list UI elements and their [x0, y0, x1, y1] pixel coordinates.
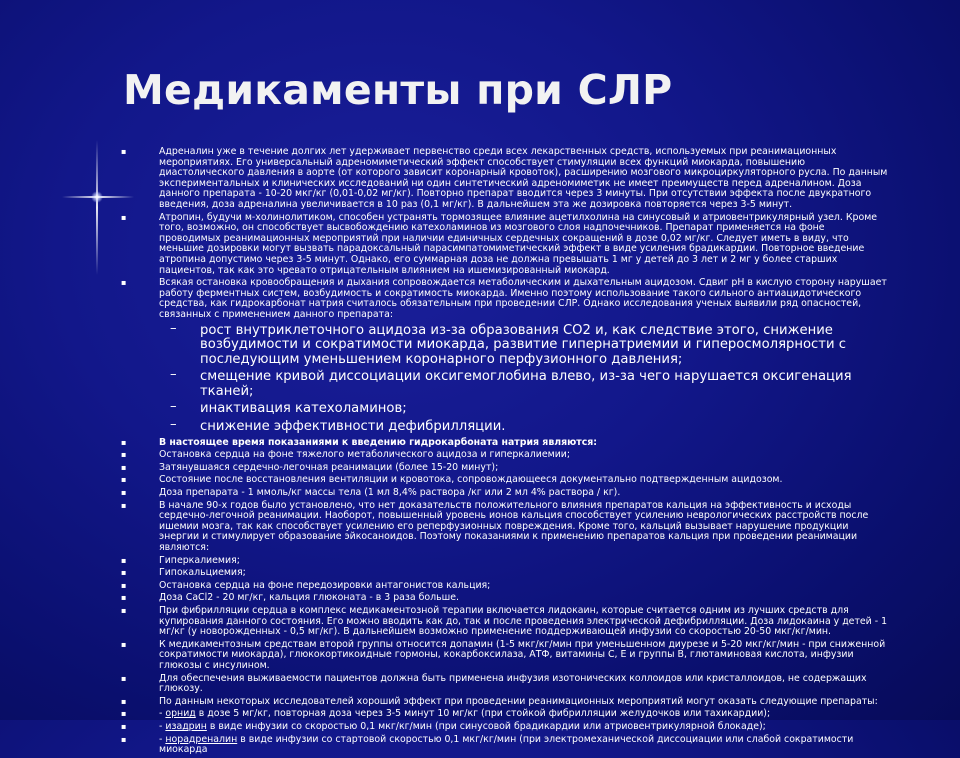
slide-content — [118, 147, 888, 758]
drug-link-ornid[interactable]: орнид — [165, 708, 196, 720]
bullet-icon: ▪ — [121, 696, 127, 706]
bullet-icon: ▪ — [121, 488, 127, 498]
dash-icon: – — [170, 399, 177, 415]
dash-icon: – — [170, 417, 177, 433]
bullet-icon: ▪ — [121, 212, 127, 222]
drug-line-noradrenaline: ▪ - норадреналин в виде инфузии со стартовой скоростью 0,1 мкг/кг/мин (при электромеханической диссоциации или слабой сократимости миокарда — [121, 733, 854, 756]
bullet-icon: ▪ — [121, 450, 127, 460]
list-item: ▪ Остановка сердца на фоне тяжелого метаболического ацидоза и гиперкалиемии; — [121, 449, 571, 461]
list-item: ▪ Доза препарата - 1 ммоль/кг массы тела (1 мл 8,4% раствора /кг или 2 мл 4% раствора / кг). — [121, 487, 621, 499]
list-item: ▪ Гипокальциемия; — [121, 567, 246, 579]
bullet-second-group: ▪ К медикаментозным средствам второй группы относится допамин (1-5 мкг/кг/мин при уменьшенном диурезе и 5-20 мкг/кг/мин - при сниженной сократимости миокарда), глюкокортикоидные гормоны, кокарбоксилаза, АТФ, витамины С, Е и группы В, глютаминовая кислота, инфузии глюкозы с инсулином. — [121, 638, 886, 671]
bullet-icon: ▪ — [121, 147, 127, 156]
bullet-icon: ▪ — [121, 673, 127, 683]
bullet-icon: ▪ — [121, 709, 127, 719]
list-item: ▪ Доза CaCl2 - 20 мг/кг, кальция глюконата - в 3 раза больше. — [121, 592, 459, 604]
sub-item: – смещение кривой диссоциации оксигемоглобина влево, из-за чего нарушается оксигенация тканей; — [170, 367, 852, 399]
bullet-atropine: ▪ Атропин, будучи м-холинолитиком, способен устранять тормозящее влияние ацетилхолина на синусовый и атриовентрикулярный узел. Кроме того, возможно, он способствует высвобождению катехоламинов из мозгового слоя надпочечников. Препарат применяется на фоне проводимых реанимационных мероприятий при наличии единичных сердечных сокращений в дозе 0,02 мг/кг. Следует иметь в виду, что меньшие дозировки могут вызвать парадоксальный парасимпатомиметический эффект в виде усиления брадикардии. Повторное введение атропина допустимо через 3-5 минут. Однако, его суммарная доза не должна превышать 1 мг у детей до 3 лет и 2 мг у более старших пациентов, так как это чревато отрицательным влиянием на ишемизированный миокард. — [121, 211, 878, 276]
dash-icon: – — [170, 320, 177, 336]
bullet-icon: ▪ — [121, 568, 127, 578]
dash-icon: – — [170, 367, 177, 383]
list-item: ▪ Остановка сердца на фоне передозировки антагонистов кальция; — [121, 579, 491, 591]
bullet-adrenaline: ▪ Адреналин уже в течение долгих лет удерживает первенство среди всех лекарственных средств, используемых при реанимационных мероприятиях. Его универсальный адреномиметический эффект способствует стимуляции всех функций миокарда, повышению диастолического давления в аорте (от которого зависит коронарный кровоток), расширению мозгового микроциркуляторного русла. По данным экспериментальных и клинических исследований ни один синтетический адреномиметик не имеет преимуществ перед адреналином. Доза данного препарата - 10-20 мкг/кг (0,01-0,02 мг/кг). Повторно препарат вводится через 3 минуты. При отсутствии эффекта после двукратного введения, доза адреналина увеличивается в 10 раз (0,1 мг/кг). В дальнейшем эта же дозировка повторяется через 3-5 минут. — [121, 146, 888, 210]
drug-line-ornid: ▪ - орнид в дозе 5 мг/кг, повторная доза через 3-5 минут 10 мг/кг (при стойкой фибрилляции желудочков или тахикардии); — [121, 708, 771, 720]
drug-line-izadrin: ▪ - изадрин в виде инфузии со скоростью 0,1 мкг/кг/мин (при синусовой брадикардии или атриовентрикулярной блокаде); — [121, 720, 766, 732]
bullet-icon: ▪ — [121, 555, 127, 565]
sub-item: – инактивация катехоламинов; — [170, 399, 407, 417]
bullet-icon: ▪ — [121, 593, 127, 603]
sparkle-decoration — [91, 191, 103, 203]
drug-link-noradrenaline[interactable]: норадреналин — [165, 733, 238, 745]
bullet-icon: ▪ — [121, 580, 127, 590]
bullet-icon: ▪ — [121, 278, 127, 288]
slide-title: Медикаменты при СЛР — [123, 66, 673, 114]
bullet-lidocaine: ▪ При фибрилляции сердца в комплекс медикаментозной терапии включается лидокаин, которые считается одним из лучших средств для купирования данного состояния. Его можно вводить как до, так и после проведения электрической дефибрилляции. Доза лидокаина у детей - 1 мг/кг (у новорожденных - 0,5 мг/кг). В дальнейшем возможно применение поддерживающей инфузии со скоростью 20-50 мкг/кг/мин. — [121, 604, 888, 638]
drug-link-izadrin[interactable]: изадрин — [165, 720, 207, 732]
bullet-icon: ▪ — [121, 500, 127, 510]
bullet-icon: ▪ — [121, 462, 127, 472]
bullet-calcium: ▪ В начале 90-х годов было установлено, что нет доказательств положительного влияния препаратов кальция на эффективность и исходы сердечно-легочной реанимации. Наоборот, повышенный уровень ионов кальция способствует усилению неврологических расстройств после ишемии мозга, так как способствует усилению его реперфузионных повреждения. Кроме того, кальций вызывает нарушение продукции энергии и стимулирует образование эйкосаноидов. Поэтому показаниями к применению препаратов кальция при проведении реанимации являются: — [121, 499, 869, 553]
bullet-acidosis: ▪ Всякая остановка кровообращения и дыхания сопровождается метаболическим и дыхательным ацидозом. Сдвиг pH в кислую сторону нарушает работу ферментных систем, возбудимость и сократимость миокарда. Именно поэтому использование такого сильного антиацидотического средства, как гидрокарбонат натрия считалось обязательным при проведении СЛР. Однако исследования ученых выявили ряд опасностей, связанных с применением данного препарата: — [121, 277, 887, 320]
sparkle-decoration — [96, 140, 98, 275]
bullet-icon: ▪ — [121, 639, 127, 649]
bullet-icon: ▪ — [121, 734, 127, 744]
sub-item: – рост внутриклеточного ацидоза из-за образования СО2 и, как следствие этого, снижение возбудимости и сократимости миокарда, развитие гипернатриемии и гиперосмолярности с последующим уменьшением коронарного перфузионного давления; — [170, 320, 847, 367]
list-item: ▪ Затянувшаяся сердечно-легочная реанимации (более 15-20 минут); — [121, 461, 499, 473]
sub-item: – снижение эффективности дефибрилляции. — [170, 417, 506, 435]
bullet-infusion: ▪ Для обеспечения выживаемости пациентов должна быть применена инфузия изотонических коллоидов или кристаллоидов, не содержащих глюкозу. — [121, 672, 867, 695]
bullet-icon: ▪ — [121, 721, 127, 731]
bullet-icon: ▪ — [121, 605, 127, 615]
bullet-bicarbonate-indications: ▪ В настоящее время показаниями к введению гидрокарбоната натрия являются: — [121, 436, 598, 448]
list-item: ▪ Гиперкалиемия; — [121, 554, 240, 566]
bullet-icon: ▪ — [121, 475, 127, 485]
bullet-icon: ▪ — [121, 437, 127, 447]
bullet-other-drugs: ▪ По данным некоторых исследователей хороший эффект при проведении реанимационных мероприятий могут оказать следующие препараты: — [121, 695, 878, 707]
list-item: ▪ Состояние после восстановления вентиляции и кровотока, сопровождающееся документально подтвержденным ацидозом. — [121, 474, 783, 486]
